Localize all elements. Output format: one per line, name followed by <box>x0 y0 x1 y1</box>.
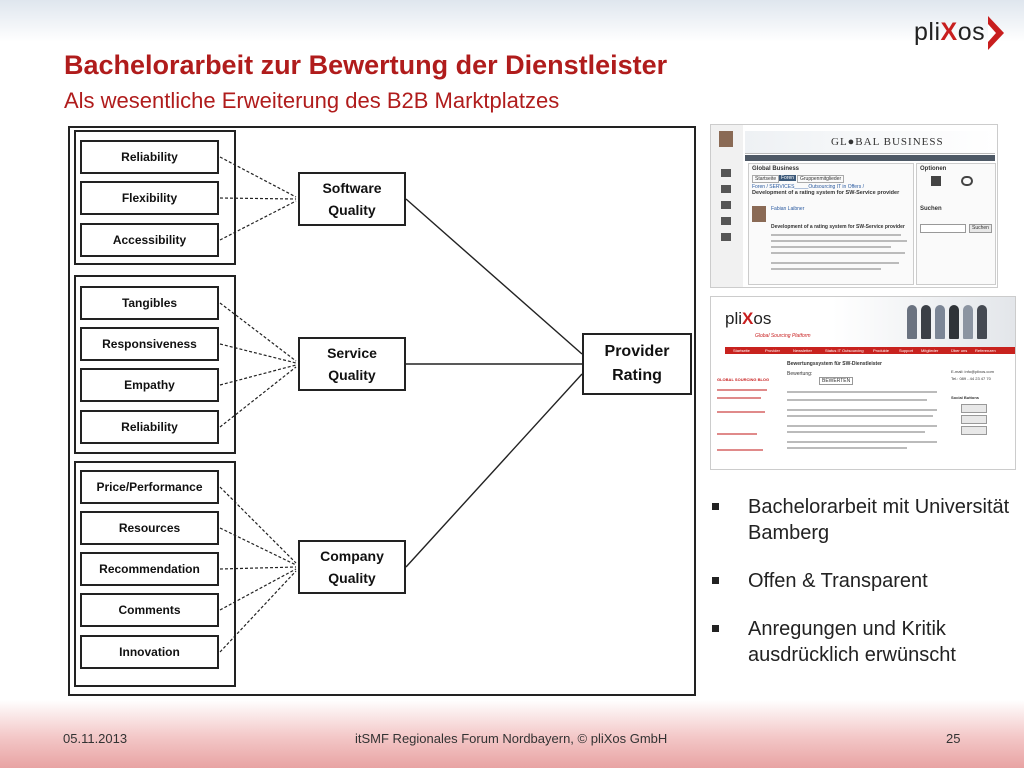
tab-startseite[interactable]: Startseite <box>752 175 779 183</box>
forum-sidebar <box>711 125 743 287</box>
global-business-banner <box>745 131 995 154</box>
logo-wordmark <box>914 18 985 47</box>
platform-nav <box>725 347 1015 354</box>
article-text-line <box>787 425 937 427</box>
provider-rating-line1: Provider <box>604 343 670 360</box>
slide-title: Bachelorarbeit zur Bewertung der Dienstleister <box>64 50 668 80</box>
group-title: Global Business <box>752 166 800 172</box>
footer-page-number: 25 <box>946 731 961 746</box>
service-quality-line2: Quality <box>328 367 376 383</box>
software-quality-box <box>298 172 406 226</box>
bullet-square-icon <box>712 577 719 584</box>
logo-text-b: os <box>957 18 986 46</box>
blog-sidebar-title: GLOBAL SOURCING BLOG <box>717 377 770 382</box>
rating-label: Bewertung: <box>787 371 813 377</box>
platform-logo-b: os <box>753 309 772 328</box>
connector-software-rating <box>406 199 582 354</box>
criterion-price-performance: Price/Performance <box>80 470 219 504</box>
header-photo-person <box>977 305 987 339</box>
article-text-line <box>787 409 937 411</box>
header-photo-person <box>963 305 973 339</box>
bullet-text: Offen & Transparent <box>748 570 928 592</box>
nav-item[interactable]: Startseite <box>733 348 750 353</box>
logo-text-a: pli <box>914 18 941 46</box>
criterion-empathy: Empathy <box>80 368 219 402</box>
global-business-screenshot <box>710 124 998 288</box>
platform-tagline: Global Sourcing Platform <box>755 333 811 339</box>
social-button[interactable] <box>961 415 987 424</box>
footer-center: itSMF Regionales Forum Nordbayern, © pliXos GmbH <box>355 731 668 746</box>
service-quality-line1: Service <box>327 345 377 361</box>
blog-link-line <box>717 433 757 435</box>
software-quality-line2: Quality <box>328 202 376 218</box>
connector-company-rating <box>406 374 582 567</box>
article-text-line <box>787 415 933 417</box>
author-avatar <box>752 206 766 222</box>
rate-button[interactable]: BEWERTEN <box>819 377 853 385</box>
company-quality-line1: Company <box>320 548 384 564</box>
bullet-item <box>712 494 1022 546</box>
criterion-responsiveness: Responsiveness <box>80 327 219 361</box>
thread-title: Development of a rating system for SW-Service provider <box>752 190 900 196</box>
software-quality-line1: Software <box>322 180 382 196</box>
header-photo-person <box>907 305 917 339</box>
forum-thread-pane <box>748 163 914 285</box>
social-button[interactable] <box>961 404 987 413</box>
bullet-square-icon <box>712 625 719 632</box>
article-title: Bewertungssystem für SW-Dienstleister <box>787 361 882 367</box>
blog-link-line <box>717 449 763 451</box>
provider-rating-box <box>582 333 692 395</box>
nav-item[interactable]: Newsletter <box>793 348 812 353</box>
bullet-text: Anregungen und Kritik ausdrücklich erwünscht <box>748 618 956 666</box>
blog-link-line <box>717 411 765 413</box>
sidebar-icon-4 <box>721 217 731 225</box>
sidebar-icon-2 <box>721 185 731 193</box>
criterion-reliability: Reliability <box>80 140 219 174</box>
nav-item[interactable]: Über uns <box>951 348 968 353</box>
forum-dark-bar <box>745 155 995 161</box>
sidebar-icon-5 <box>721 233 731 241</box>
platform-logo <box>725 309 771 329</box>
criterion-accessibility: Accessibility <box>80 223 219 257</box>
options-title: Optionen <box>920 166 947 172</box>
criterion-recommendation: Recommendation <box>80 552 219 586</box>
bullet-text: Bachelorarbeit mit Universität Bamberg <box>748 496 1010 544</box>
logo-arrow-notch <box>988 24 996 42</box>
footer-date: 05.11.2013 <box>63 731 128 746</box>
contact-tel: Tel.: 089 - 44 23 47 70 <box>951 376 991 381</box>
post-subject: Development of a rating system for SW-Service provider <box>771 224 905 230</box>
nav-item[interactable]: Mitglieder <box>921 348 939 353</box>
article-text-line <box>787 391 937 393</box>
article-text-line <box>787 447 907 449</box>
article-text-line <box>787 399 927 401</box>
header-band <box>0 0 1024 42</box>
service-quality-box <box>298 337 406 391</box>
slide-subtitle: Als wesentliche Erweiterung des B2B Marktplatzes <box>64 88 560 113</box>
social-button[interactable] <box>961 426 987 435</box>
nav-item[interactable]: Status IT Outsourcing <box>825 348 864 353</box>
criterion-tangibles: Tangibles <box>80 286 219 320</box>
company-quality-line2: Quality <box>328 570 376 586</box>
bullet-item <box>712 568 1022 594</box>
platform-logo-x: X <box>742 309 754 328</box>
criterion-resources: Resources <box>80 511 219 545</box>
nav-item[interactable]: Support <box>899 348 914 353</box>
banner-text: GL●BAL BUSINESS <box>831 136 944 148</box>
article-text-line <box>787 431 925 433</box>
blog-link-line <box>717 389 767 391</box>
bullet-square-icon <box>712 503 719 510</box>
post-text-line <box>771 234 901 236</box>
post-text-line <box>771 246 891 248</box>
platform-logo-a: pli <box>725 309 743 328</box>
tab-foren[interactable]: Foren <box>781 175 795 181</box>
bullet-list <box>712 494 1022 690</box>
post-text-line <box>771 252 905 254</box>
plixos-platform-screenshot <box>710 296 1016 470</box>
bullet-item <box>712 616 1022 668</box>
article-text-line <box>787 441 937 443</box>
blog-link-line <box>717 397 761 399</box>
post-text-line <box>771 262 899 264</box>
search-button[interactable]: Suchen <box>969 224 992 233</box>
tab-gruppenmitglieder[interactable]: Gruppenmitglieder <box>797 175 844 183</box>
criterion-innovation: Innovation <box>80 635 219 669</box>
post-text-line <box>771 268 881 270</box>
social-title: Social Buttons <box>951 395 980 400</box>
contact-email: E-mail: info@plixos.com <box>951 369 994 374</box>
sidebar-icon-1 <box>721 169 731 177</box>
logo-text-x: X <box>940 18 958 46</box>
provider-rating-line2: Rating <box>612 367 662 384</box>
company-quality-box <box>298 540 406 594</box>
plixos-logo <box>914 16 1006 52</box>
forum-breadcrumb: Foren / SERVICES_____Outsourcing IT in Offers / <box>752 184 864 190</box>
header-photo-person <box>949 305 959 339</box>
nav-item[interactable]: Produkte <box>873 348 890 353</box>
platform-header <box>711 297 1015 347</box>
edit-icon[interactable] <box>931 176 941 186</box>
criterion-reliability-service: Reliability <box>80 410 219 444</box>
header-photo-person <box>921 305 931 339</box>
search-title: Suchen <box>920 206 942 212</box>
post-text-line <box>771 240 907 242</box>
rating-model-diagram <box>68 126 696 696</box>
unwatch-icon[interactable] <box>961 176 973 186</box>
nav-item[interactable]: Provider <box>765 348 780 353</box>
nav-item[interactable]: Referenzen <box>975 348 996 353</box>
criterion-comments: Comments <box>80 593 219 627</box>
profile-photo <box>719 131 733 147</box>
sidebar-icon-3 <box>721 201 731 209</box>
author-name: Fabian Laibner <box>771 206 805 212</box>
search-input[interactable] <box>920 224 966 233</box>
criterion-flexibility: Flexibility <box>80 181 219 215</box>
forum-options-pane <box>916 163 996 285</box>
header-photo-person <box>935 305 945 339</box>
